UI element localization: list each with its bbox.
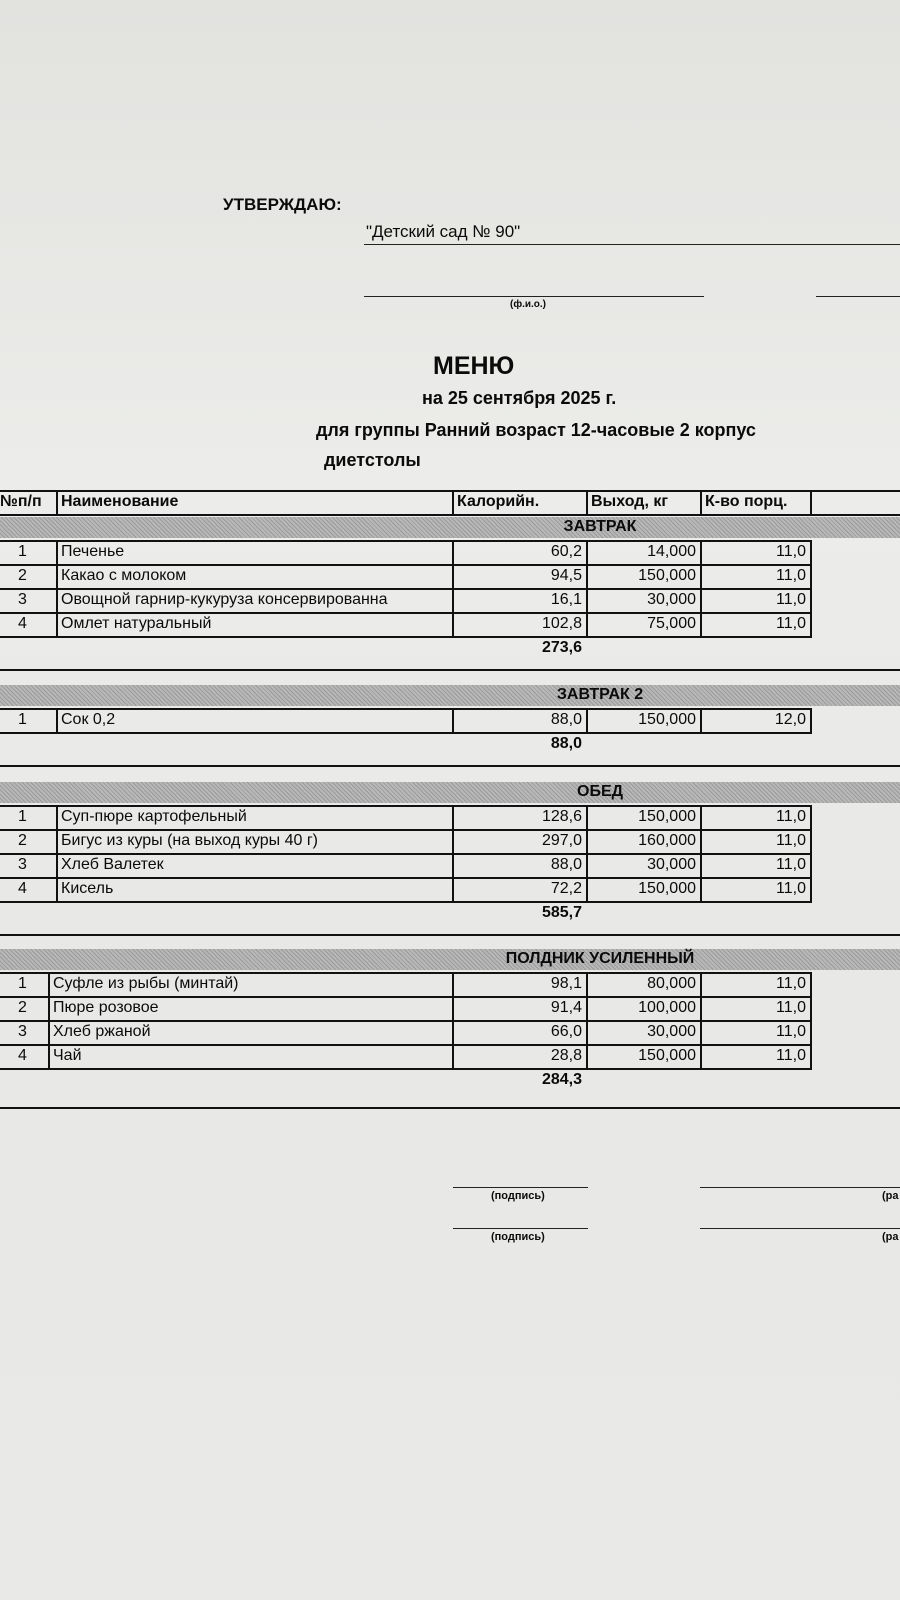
section-end-rule (0, 669, 900, 671)
dish-name: Хлеб ржаной (53, 1023, 151, 1040)
fio-right-line (816, 296, 900, 297)
dish-yield: 75,000 (647, 615, 696, 632)
row-col-divider (48, 972, 50, 996)
section-band (0, 517, 900, 538)
menu-diet: диетстолы (324, 450, 421, 470)
row-col-divider (810, 877, 812, 901)
dish-calories: 60,2 (550, 543, 582, 560)
section-total-calories: 88,0 (550, 735, 582, 752)
fio-caption: (ф.и.о.) (510, 299, 547, 310)
dish-portions: 11,0 (776, 832, 806, 849)
dish-portions: 11,0 (776, 567, 806, 584)
row-col-divider (810, 1020, 812, 1044)
table-end-rule (0, 1107, 900, 1109)
row-number: 4 (18, 1047, 27, 1064)
dish-name: Суп-пюре картофельный (61, 808, 247, 825)
signature-caption-1: (подпись) (491, 1190, 545, 1202)
dish-calories: 94,5 (550, 567, 582, 584)
dish-calories: 297,0 (541, 832, 582, 849)
approval-label: УТВЕРЖДАЮ: (223, 195, 342, 214)
section-title: ЗАВТРАК 2 (556, 686, 644, 703)
dish-name: Пюре розовое (53, 999, 159, 1016)
section-end-rule (0, 765, 900, 767)
row-col-divider (56, 708, 58, 732)
header-col-divider (586, 490, 588, 514)
dish-yield: 150,000 (638, 711, 696, 728)
dish-name: Омлет натуральный (61, 615, 212, 632)
row-col-divider (56, 853, 58, 877)
row-number: 1 (18, 711, 27, 728)
org-underline (364, 244, 900, 245)
row-col-divider (810, 829, 812, 853)
col-header-calories: Калорийн. (457, 493, 540, 510)
row-col-divider (810, 588, 812, 612)
row-col-divider (810, 972, 812, 996)
row-col-divider (56, 540, 58, 564)
decode-caption-1: (ра (882, 1190, 899, 1202)
row-number: 3 (18, 856, 27, 873)
section-title: ПОЛДНИК УСИЛЕННЫЙ (505, 950, 695, 967)
signature-line-1 (453, 1187, 588, 1188)
header-bottom-rule (0, 514, 900, 516)
dish-yield: 30,000 (647, 591, 696, 608)
dish-calories: 28,8 (550, 1047, 582, 1064)
row-col-divider (48, 996, 50, 1020)
dish-name: Овощной гарнир-кукуруза консервированна (61, 591, 388, 608)
decode-line-1 (700, 1187, 900, 1188)
row-col-divider (48, 1020, 50, 1044)
row-col-divider (810, 540, 812, 564)
row-number: 4 (18, 880, 27, 897)
dish-portions: 11,0 (776, 543, 806, 560)
dish-name: Хлеб Валетек (61, 856, 164, 873)
menu-group: для группы Ранний возраст 12-часовые 2 корпус (316, 420, 756, 440)
row-col-divider (810, 708, 812, 732)
dish-name: Бигус из куры (на выход куры 40 г) (61, 832, 319, 849)
row-col-divider (810, 1044, 812, 1068)
section-title: ЗАВТРАК (563, 518, 637, 535)
row-rule (0, 1068, 812, 1070)
row-col-divider (56, 829, 58, 853)
row-col-divider (810, 805, 812, 829)
section-end-rule (0, 934, 900, 936)
dish-yield: 30,000 (647, 1023, 696, 1040)
col-header-num: №п/п (0, 493, 42, 510)
dish-portions: 11,0 (776, 975, 806, 992)
organization-name: "Детский сад № 90" (366, 222, 521, 241)
section-band (0, 949, 900, 970)
menu-date: на 25 сентября 2025 г. (422, 388, 617, 408)
signature-line-2 (453, 1228, 588, 1229)
signature-caption-2: (подпись) (491, 1231, 545, 1243)
dish-name: Печенье (61, 543, 125, 560)
col-header-yield: Выход, кг (591, 493, 668, 510)
dish-calories: 16,1 (550, 591, 582, 608)
row-rule (0, 901, 812, 903)
row-number: 1 (18, 543, 27, 560)
section-title: ОБЕД (576, 783, 624, 800)
section-total-calories: 585,7 (541, 904, 582, 921)
row-col-divider (810, 853, 812, 877)
col-header-portions: К-во порц. (705, 493, 788, 510)
row-rule (0, 732, 812, 734)
row-col-divider (810, 612, 812, 636)
row-number: 3 (18, 1023, 27, 1040)
dish-yield: 150,000 (638, 1047, 696, 1064)
row-number: 1 (18, 808, 27, 825)
dish-calories: 98,1 (550, 975, 582, 992)
header-col-divider (452, 490, 454, 514)
dish-name: Чай (53, 1047, 82, 1064)
dish-portions: 11,0 (776, 1023, 806, 1040)
row-col-divider (56, 805, 58, 829)
dish-name: Какао с молоком (61, 567, 187, 584)
dish-portions: 12,0 (774, 711, 806, 728)
header-top-rule (0, 490, 900, 492)
dish-yield: 30,000 (647, 856, 696, 873)
dish-calories: 66,0 (550, 1023, 582, 1040)
dish-yield: 14,000 (647, 543, 696, 560)
section-band (0, 782, 900, 803)
dish-name: Кисель (61, 880, 114, 897)
dish-calories: 72,2 (550, 880, 582, 897)
row-number: 4 (18, 615, 27, 632)
row-number: 2 (18, 832, 27, 849)
decode-caption-2: (ра (882, 1231, 899, 1243)
row-col-divider (56, 877, 58, 901)
dish-portions: 11,0 (776, 999, 806, 1016)
row-col-divider (810, 564, 812, 588)
dish-calories: 88,0 (550, 856, 582, 873)
header-col-divider (56, 490, 58, 514)
dish-name: Суфле из рыбы (минтай) (53, 975, 239, 992)
row-number: 1 (18, 975, 27, 992)
row-col-divider (56, 612, 58, 636)
section-total-calories: 273,6 (541, 639, 582, 656)
col-header-name: Наименование (61, 493, 179, 510)
dish-yield: 80,000 (647, 975, 696, 992)
section-total-calories: 284,3 (541, 1071, 582, 1088)
row-col-divider (56, 564, 58, 588)
dish-portions: 11,0 (776, 880, 806, 897)
row-number: 3 (18, 591, 27, 608)
row-number: 2 (18, 567, 27, 584)
row-col-divider (48, 1044, 50, 1068)
header-col-divider (810, 490, 812, 514)
dish-portions: 11,0 (776, 1047, 806, 1064)
header-col-divider (700, 490, 702, 514)
row-col-divider (810, 996, 812, 1020)
dish-calories: 102,8 (541, 615, 582, 632)
dish-yield: 150,000 (638, 880, 696, 897)
dish-yield: 150,000 (638, 567, 696, 584)
row-col-divider (56, 588, 58, 612)
dish-portions: 11,0 (776, 615, 806, 632)
dish-yield: 160,000 (638, 832, 696, 849)
dish-yield: 150,000 (638, 808, 696, 825)
row-number: 2 (18, 999, 27, 1016)
section-band (0, 685, 900, 706)
fio-signature-line (364, 296, 704, 297)
dish-calories: 128,6 (541, 808, 582, 825)
dish-portions: 11,0 (776, 808, 806, 825)
row-rule (0, 636, 812, 638)
decode-line-2 (700, 1228, 900, 1229)
dish-portions: 11,0 (776, 591, 806, 608)
dish-portions: 11,0 (776, 856, 806, 873)
dish-calories: 88,0 (550, 711, 582, 728)
dish-yield: 100,000 (638, 999, 696, 1016)
dish-name: Сок 0,2 (61, 711, 116, 728)
dish-calories: 91,4 (550, 999, 582, 1016)
menu-title: МЕНЮ (433, 352, 515, 380)
